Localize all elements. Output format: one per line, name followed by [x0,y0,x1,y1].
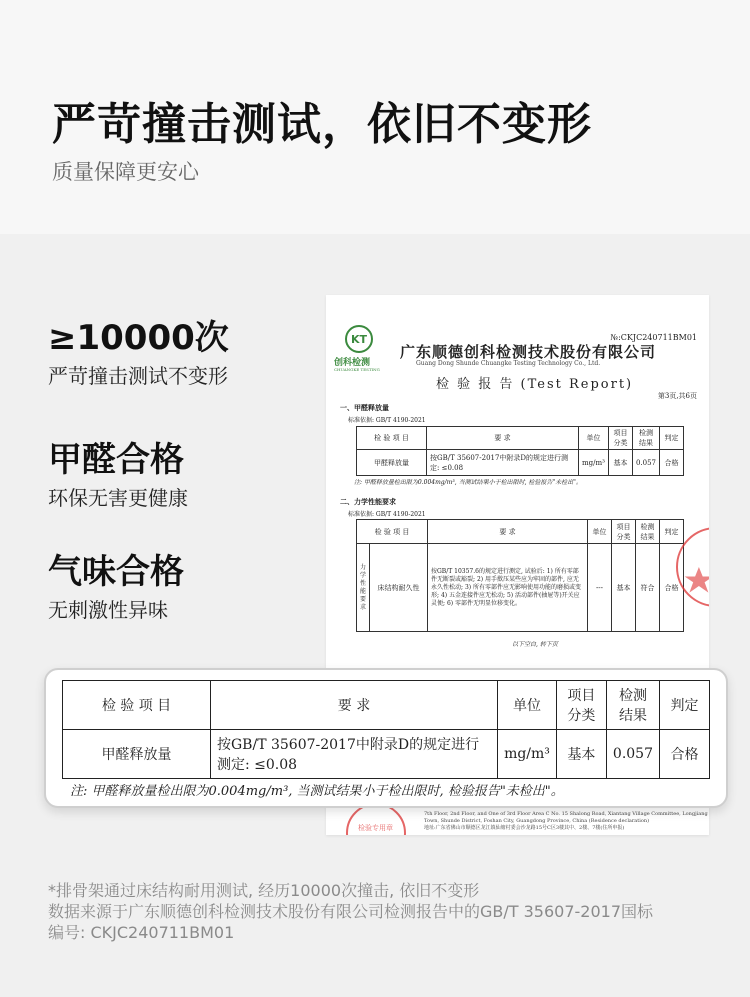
s1-result: 0.057 [632,450,659,476]
report-footer-cn: 地址:广东省佛山市顺德区龙江镇仙塘村委会沙龙路15号C区3楼其中、2楼、7楼(住所申报) [424,825,625,831]
s1-h-unit: 单位 [579,427,609,450]
stat-impact-desc: 严苛撞击测试不变形 [48,364,228,388]
zoom-data-row [63,730,710,779]
section1-note: 注: 甲醛释放量检出限为0.004mg/m³, 当测试结果小于检出限时, 检验报告"未检出"。 [354,479,582,486]
s2-h-result: 检测结果 [636,520,660,544]
footnote [48,880,653,943]
section1-standard: 标准依据: GB/T 4190-2021 [348,417,426,424]
report-title: 检 验 报 告 (Test Report) [436,377,634,392]
s1-h-result: 检测结果 [632,427,659,450]
red-stamp-icon [676,527,709,607]
section2-header-row [357,520,684,544]
s2-h-item: 检 验 项 目 [357,520,428,544]
s1-h-item: 检 验 项 目 [357,427,427,450]
stat-impact-value: ≥10000次 [48,318,229,358]
header-section [0,0,750,234]
logo-text: 创科检测 [334,358,371,368]
zoom-unit: mg/m³ [498,730,557,779]
headline: 严苛撞击测试，依旧不变形 [52,99,592,150]
zoom-class: 基本 [556,730,606,779]
section1-header-row [357,427,684,450]
zoom-req: 按GB/T 35607-2017中附录D的规定进行测定: ≤0.08 [211,730,498,779]
zoom-h-verdict: 判定 [660,681,710,730]
s2-h-unit: 单位 [588,520,612,544]
stat-odor-desc: 无刺激性异味 [48,598,168,622]
s2-class: 基本 [612,544,636,632]
report-footer [424,811,709,832]
report-company-en: Guang Dong Shunde Chuangke Testing Technology Co., Ltd. [416,360,601,367]
zoom-note: 注: 甲醛释放量检出限为0.004mg/m³, 当测试结果小于检出限时, 检验报告"未检出"。 [70,784,564,799]
zoom-h-unit: 单位 [498,681,557,730]
section2-data-row [357,544,684,632]
zoom-verdict: 合格 [660,730,710,779]
s1-unit: mg/m³ [579,450,609,476]
s2-h-class: 项目分类 [612,520,636,544]
report-company: 广东顺德创科检测技术股份有限公司 [400,343,657,361]
s2-item: 床结构耐久性 [370,544,428,632]
s1-class: 基本 [608,450,632,476]
zoom-h-class: 项目分类 [556,681,606,730]
stat-formaldehyde-value: 甲醛合格 [48,440,184,480]
s1-item: 甲醛释放量 [357,450,427,476]
s1-h-req: 要 求 [427,427,579,450]
footnote-line3: 编号: CKJC240711BM01 [48,923,235,942]
zoom-h-item: 检 验 项 目 [63,681,211,730]
section1-data-row [357,450,684,476]
section2-standard: 标准依据: GB/T 4190-2021 [348,511,426,518]
s1-h-verdict: 判定 [660,427,684,450]
logo-mark: KT [350,333,368,346]
subheadline: 质量保障更安心 [52,160,199,184]
section2-table [356,519,684,632]
s2-req: 按GB/T 10357.6的规定进行测定, 试验后: 1) 所有零部件无断裂或豁裂; 2) 用手揿压某些应为牢固的部件, 应无永久性松动; 3) 所有零部件应无影响使用功能的磨损或变形; 4) 五金连接件应无松动; 5) 活动部件(抽屉等)开关应灵便; 6) 零部件无明显位移变化。 [428,544,588,632]
s2-verdict: 合格 [660,544,684,632]
zoom-result: 0.057 [606,730,659,779]
s1-req: 按GB/T 35607-2017中附录D的规定进行测定: ≤0.08 [427,450,579,476]
section2-title: 二、力学性能要求 [340,497,396,506]
s2-h-verdict: 判定 [660,520,684,544]
zoom-header-row [63,681,710,730]
zoom-h-req: 要 求 [211,681,498,730]
stamp-star-icon [678,529,709,605]
s2-h-req: 要 求 [428,520,588,544]
zoom-item: 甲醛释放量 [63,730,211,779]
zoomed-table [62,680,710,779]
blank-note: 以下空白, 转下页 [512,641,558,648]
report-number: №:CKJC240711BM01 [610,333,697,342]
stat-formaldehyde-desc: 环保无害更健康 [48,486,188,510]
logo-subtext: CHUANGKE TESTING [334,367,380,372]
report-page: 第3页,共6页 [657,392,697,400]
s2-result: 符合 [636,544,660,632]
zoom-h-result: 检测结果 [606,681,659,730]
footnote-line2: 数据来源于广东顺德创科检测技术股份有限公司检测报告中的GB/T 35607-2017国标 [48,902,654,921]
s1-h-class: 项目分类 [608,427,632,450]
s2-category: 力学性能要求 [357,544,370,632]
stat-formaldehyde [48,440,188,512]
footnote-line1: *排骨架通过床结构耐用测试, 经历10000次撞击, 依旧不变形 [48,881,480,900]
stamp-text: 检验专用章 [358,824,393,832]
report-footer-en: 7th Floor, 2nd Floor, and One of 3rd Floor Area C No. 15 Shalong Road, Xiantang Village Committee, Longjiang Town, Shunde District, Foshan City, Guangdong Province, China (Residence declaration) [424,811,708,824]
section1-table [356,426,684,476]
s1-verdict: 合格 [660,450,684,476]
s2-unit: --- [588,544,612,632]
stat-impact [48,318,229,390]
stat-odor [48,552,184,624]
section1-title: 一、甲醛释放量 [340,403,389,412]
zoomed-table-card [44,668,728,808]
stat-odor-value: 气味合格 [48,552,184,592]
